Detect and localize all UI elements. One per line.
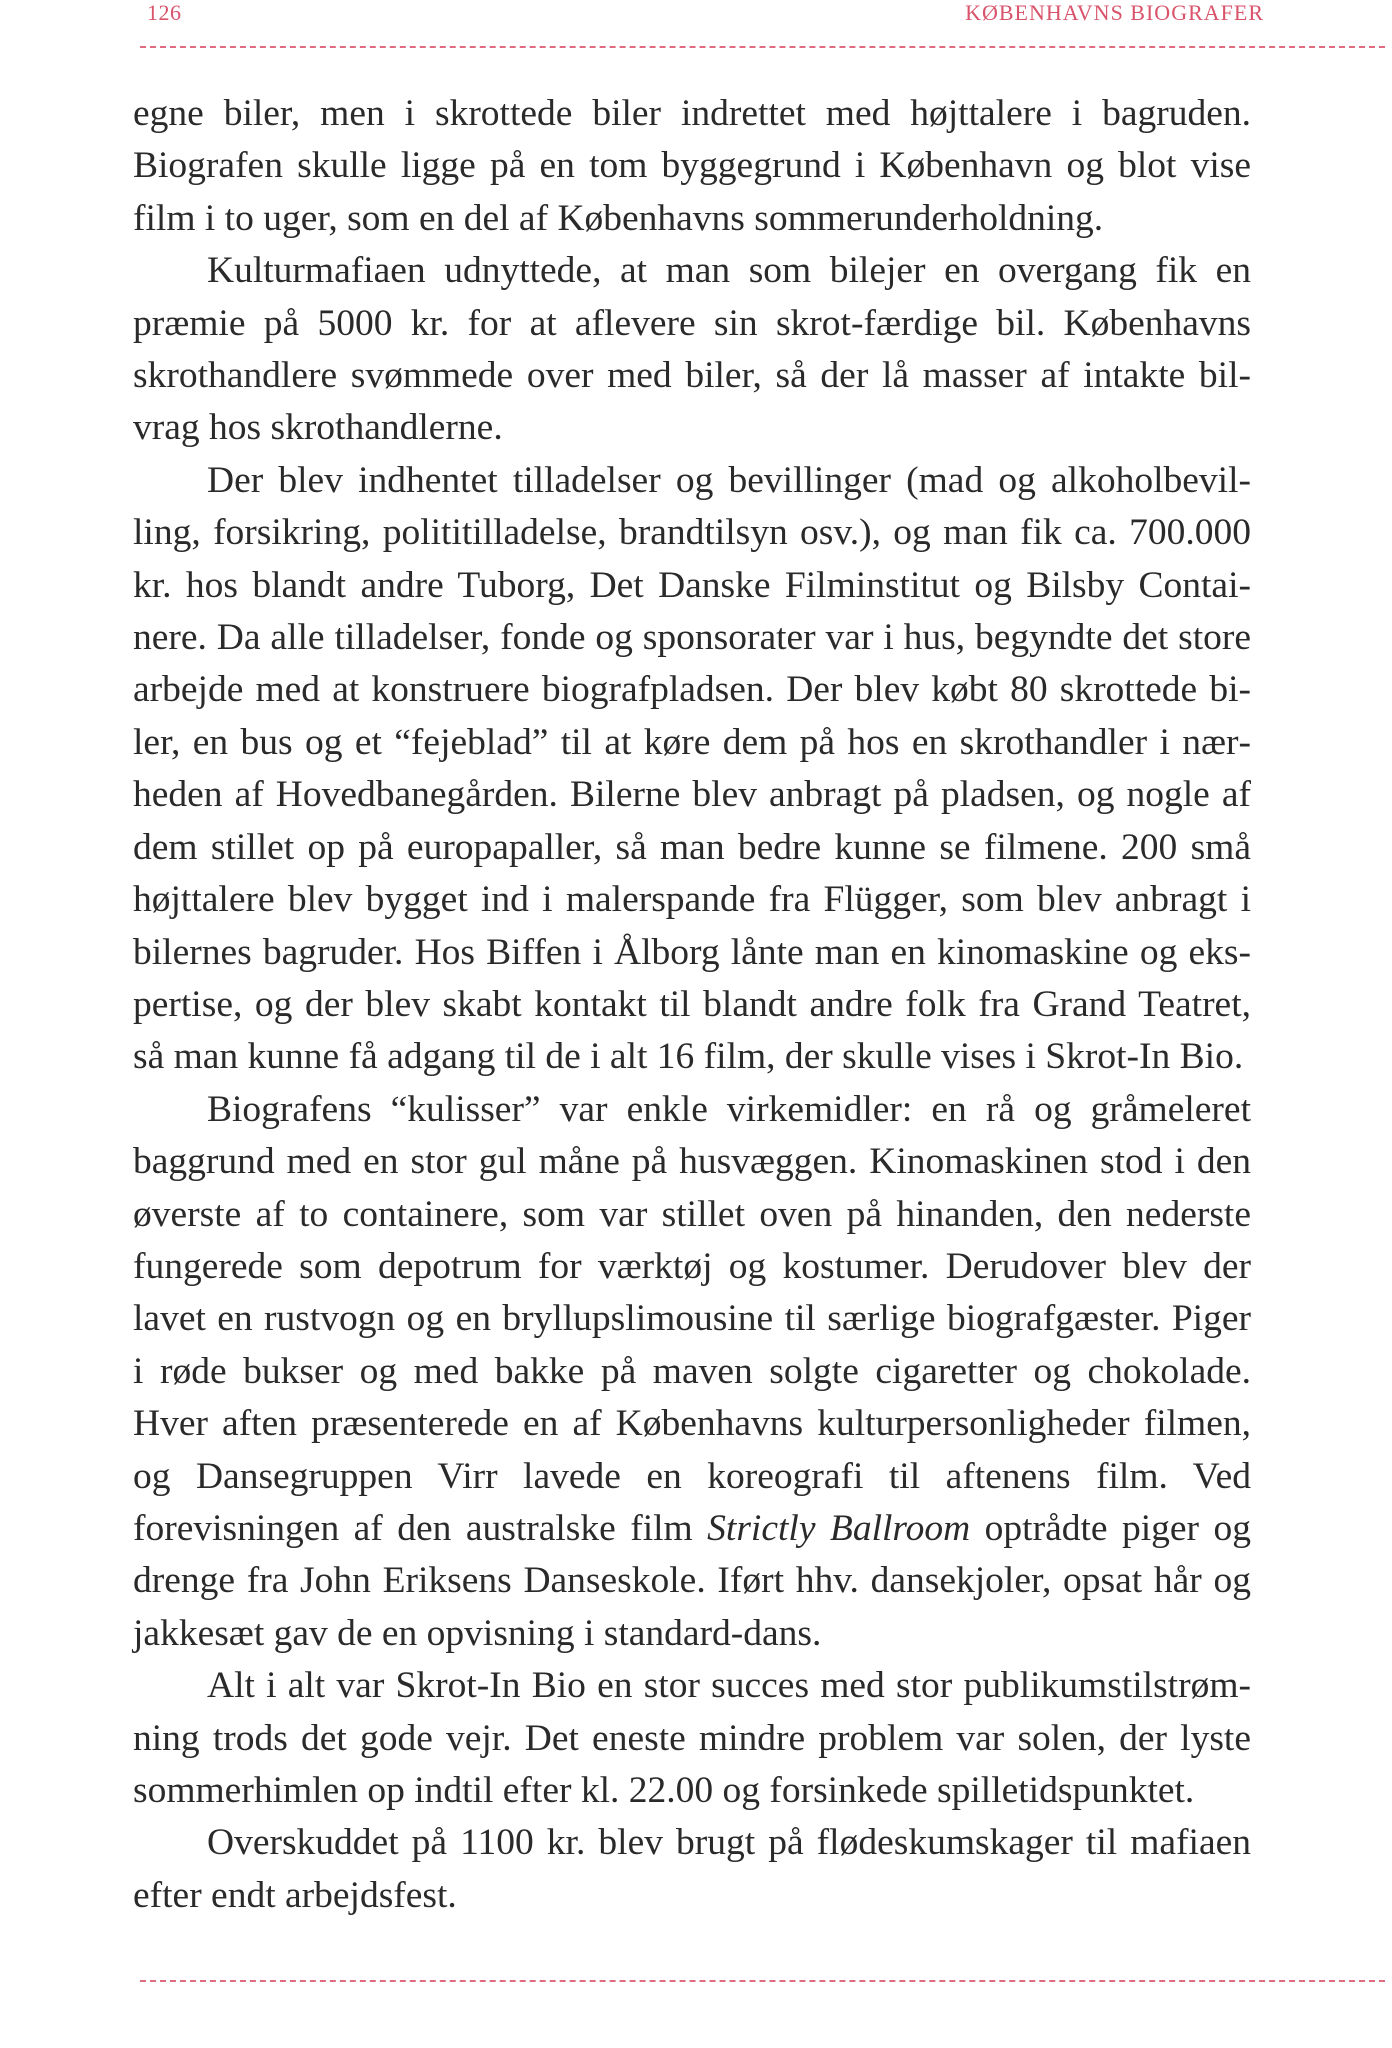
paragraph-text: optrådte piger og drenge fra John Eriksens Danseskole. Iført hhv. dansekjoler, opsat hår og jakkesæt gav de en opvisning i standard-dans. <box>133 1507 1251 1654</box>
footer-divider <box>140 1980 1385 1982</box>
header-divider <box>140 46 1385 48</box>
paragraph: Alt i alt var Skrot-In Bio en stor succes med stor publikumstilstrømning trods det gode vejr. Det eneste mindre problem var solen, der lyste sommerhimlen op indtil efter kl. 22.00 og forsinkede spilletidspunktet. <box>133 1665 1251 1811</box>
paragraph: Der blev indhentet tilladelser og bevillinger (mad og alkoholbevilling, forsikring, polititilladelse, brandtilsyn osv.), og man fik ca. 700.000 kr. hos blandt andre Tuborg, Det Danske Filminstitut og Bilsby Containere. Da alle tilladelser, fonde og sponsorater var i hus, begyndte det store arbejde med at konstruere biografpladsen. Der blev købt 80 skrottede biler, en bus og et “fejeblad” til at køre dem på hos en skrothandler i nærheden af Hovedbanegården. Bilerne blev anbragt på pladsen, og nogle af dem stillet op på europapaller, så man bedre kunne se filmene. 200 små højttalere blev bygget ind i malerspande fra Flügger, som blev anbragt i bilernes bagruder. Hos Biffen i Ålborg lånte man en kinomaskine og ekspertise, og der blev skabt kontakt til blandt andre folk fra Grand Teatret, så man kunne få adgang til de i alt 16 film, der skulle vises i Skrot-In Bio. <box>133 459 1251 1078</box>
body-text <box>133 88 1251 1922</box>
paragraph: Kulturmafiaen udnyttede, at man som bilejer en overgang fik en præmie på 5000 kr. for at aflevere sin skrot-færdige bil. Københavns skrothandlere svømmede over med biler, så der lå masser af intakte bilvrag hos skrothandlerne. <box>133 250 1251 449</box>
page-number: 126 <box>147 0 182 25</box>
paragraph: egne biler, men i skrottede biler indrettet med højttalere i bagruden. Biografen skulle ligge på en tom byggegrund i København og blot vise film i to uger, som en del af Københavns sommerunderholdning. <box>133 93 1251 239</box>
paragraph-text: Biografens “kulisser” var enkle virkemidler: en rå og gråmeleret baggrund med en stor gul måne på husvæggen. Kinomaskinen stod i den øverste af to containere, som var stillet oven på hinanden, den nederste fungerede som depotrum for værktøj og kostumer. Derudover blev der lavet en rustvogn og en bryllupslimousine til særlige biografgæster. Piger i røde bukser og med bakke på maven solgte cigaretter og chokolade. Hver aften præsenterede en af Københavns kulturpersonligheder filmen, og Dansegruppen Virr lavede en koreografi til aftenens film. Ved forevisningen af den australske film <box>133 1088 1251 1549</box>
running-title: KØBENHAVNS BIOGRAFER <box>965 0 1264 25</box>
film-title: Strictly Ballroom <box>707 1507 971 1549</box>
paragraph: Overskuddet på 1100 kr. blev brugt på flødeskumskager til mafiaen efter endt arbejdsfest. <box>133 1822 1251 1916</box>
paragraph <box>133 1084 1251 1660</box>
